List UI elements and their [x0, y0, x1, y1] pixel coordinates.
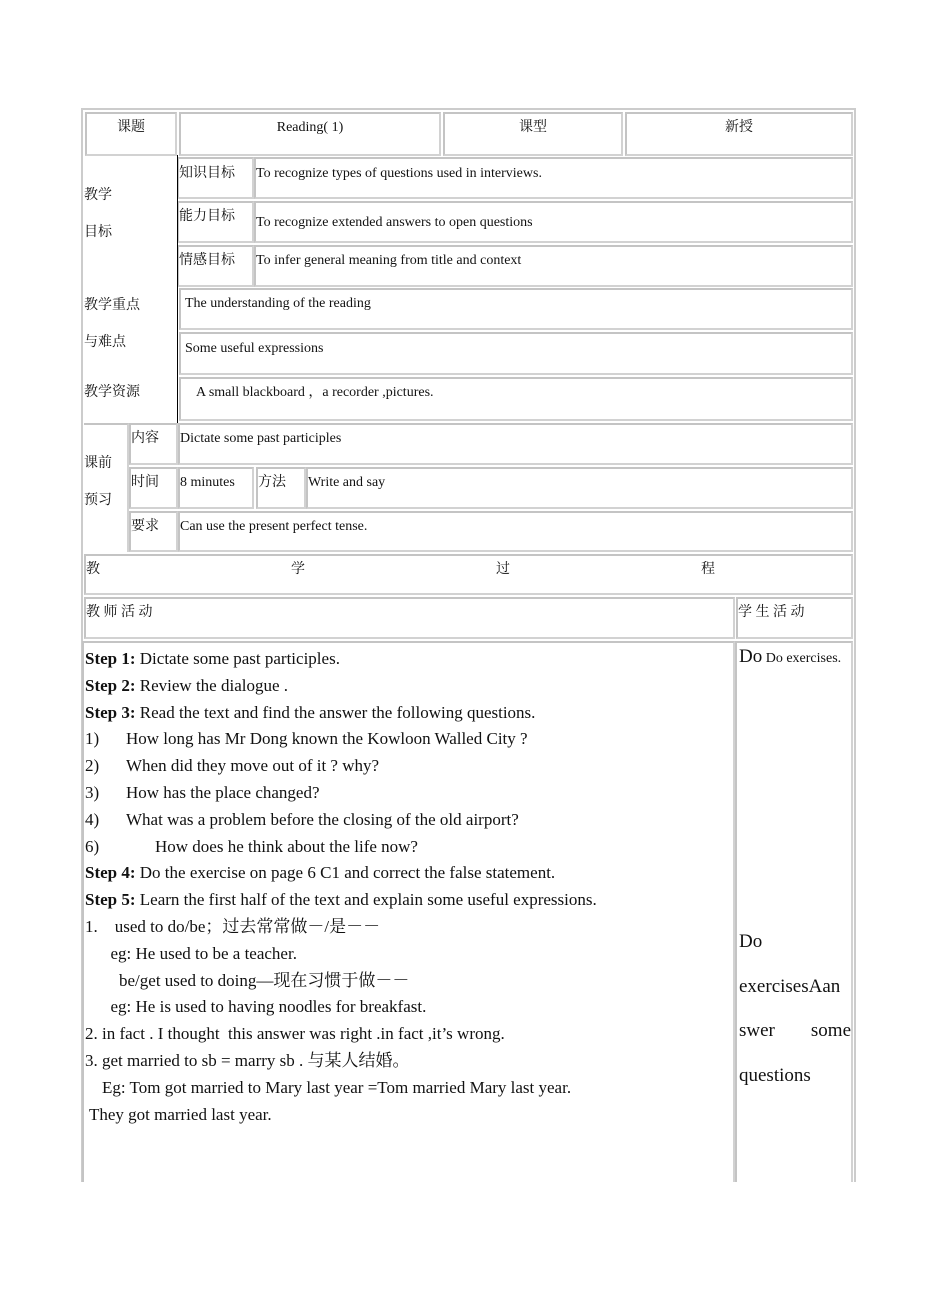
content-label: 内容: [129, 423, 178, 465]
question-item: 3) How has the place changed?: [85, 782, 320, 802]
expression-line: Eg: Tom got married to Mary last year =Tom married Mary last year.: [85, 1077, 572, 1097]
student-first-line: Do Do exercises.: [739, 646, 842, 667]
question-item: 6) How does he think about the life now?: [85, 836, 418, 856]
expression-line: They got married last year.: [85, 1104, 272, 1124]
process-char: 教: [86, 562, 100, 577]
key-points-label-line1: 教学重点: [84, 298, 140, 313]
resources-text: A small blackboard ，a recorder ,pictures.: [179, 377, 853, 421]
question-item: 2) When did they move out of it ? why?: [85, 756, 380, 776]
expression-line: 2. in fact . I thought this answer was right .in fact ,it’s wrong.: [85, 1024, 505, 1044]
step-line: Step 2: Review the dialogue .: [85, 675, 289, 695]
process-char: 程: [701, 562, 715, 577]
key-point: Some useful expressions: [179, 332, 853, 375]
topic-label: 课题: [85, 112, 177, 156]
topic-value: Reading( 1): [179, 112, 441, 156]
preview-label-line1: 课前: [84, 456, 112, 471]
time-value: 8 minutes: [178, 467, 254, 509]
student-line: exercisesAan: [739, 975, 841, 997]
student-line: Do: [739, 931, 763, 952]
question-item: 1) How long has Mr Dong known the Kowloon Walled City ?: [85, 729, 528, 749]
expression-line: 1. used to do/be；过去常常做－/是－－: [85, 916, 381, 936]
expression-line: eg: He is used to having noodles for breakfast.: [85, 997, 427, 1017]
key-points-label: [84, 288, 178, 375]
objectives-label-line1: 教学: [84, 188, 112, 203]
time-label: 时间: [129, 467, 178, 509]
objectives-label: [84, 157, 178, 287]
key-point: The understanding of the reading: [179, 288, 853, 330]
step-line: Step 3: Read the text and find the answer the following questions.: [85, 702, 536, 722]
preview-label: [84, 423, 129, 552]
method-value: Write and say: [306, 467, 853, 509]
objective-text: To infer general meaning from title and context: [254, 245, 853, 287]
expression-line: eg: He used to be a teacher.: [85, 943, 297, 963]
requirement-value: Can use the present perfect tense.: [178, 511, 853, 552]
expression-line: be/get used to doing—现在习惯于做－－: [85, 970, 410, 990]
teacher-activity-header: 教 师 活 动: [84, 597, 735, 639]
column-divider-line: [177, 155, 178, 425]
student-line: questions: [739, 1064, 811, 1086]
resources-label: 教学资源: [84, 385, 140, 400]
student-line: swer some: [739, 1020, 851, 1041]
expression-line: 3. get married to sb = marry sb . 与某人结婚。: [85, 1050, 410, 1070]
type-value: 新授: [625, 112, 853, 156]
type-label: 课型: [443, 112, 623, 156]
step-line: Step 1: Dictate some past participles.: [85, 649, 340, 668]
preview-label-line2: 预习: [84, 493, 112, 508]
step-line: Step 4: Do the exercise on page 6 C1 and correct the false statement.: [85, 863, 556, 883]
teacher-activity-cell: [82, 641, 735, 1182]
step-line: Step 5: Learn the first half of the text and explain some useful expressions.: [85, 890, 597, 910]
requirement-label: 要求: [129, 511, 178, 552]
question-item: 4) What was a problem before the closing of the old airport?: [85, 809, 519, 829]
student-activity-text: [739, 920, 851, 1098]
student-activity-header: 学 生 活 动: [736, 597, 853, 639]
process-char: 过: [496, 562, 510, 577]
content-value: Dictate some past participles: [178, 423, 853, 465]
objective-label: 能力目标: [177, 201, 254, 243]
objectives-label-line2: 目标: [84, 225, 112, 240]
objective-text: To recognize types of questions used in interviews.: [254, 157, 853, 199]
method-label: 方法: [256, 467, 306, 509]
process-char: 学: [291, 562, 305, 577]
objective-text: To recognize extended answers to open questions: [254, 201, 853, 243]
process-heading: [84, 554, 853, 595]
objective-label: 知识目标: [177, 157, 254, 199]
objective-label: 情感目标: [177, 245, 254, 287]
key-points-label-line2: 与难点: [84, 335, 126, 350]
student-activity-cell: [735, 641, 853, 1182]
